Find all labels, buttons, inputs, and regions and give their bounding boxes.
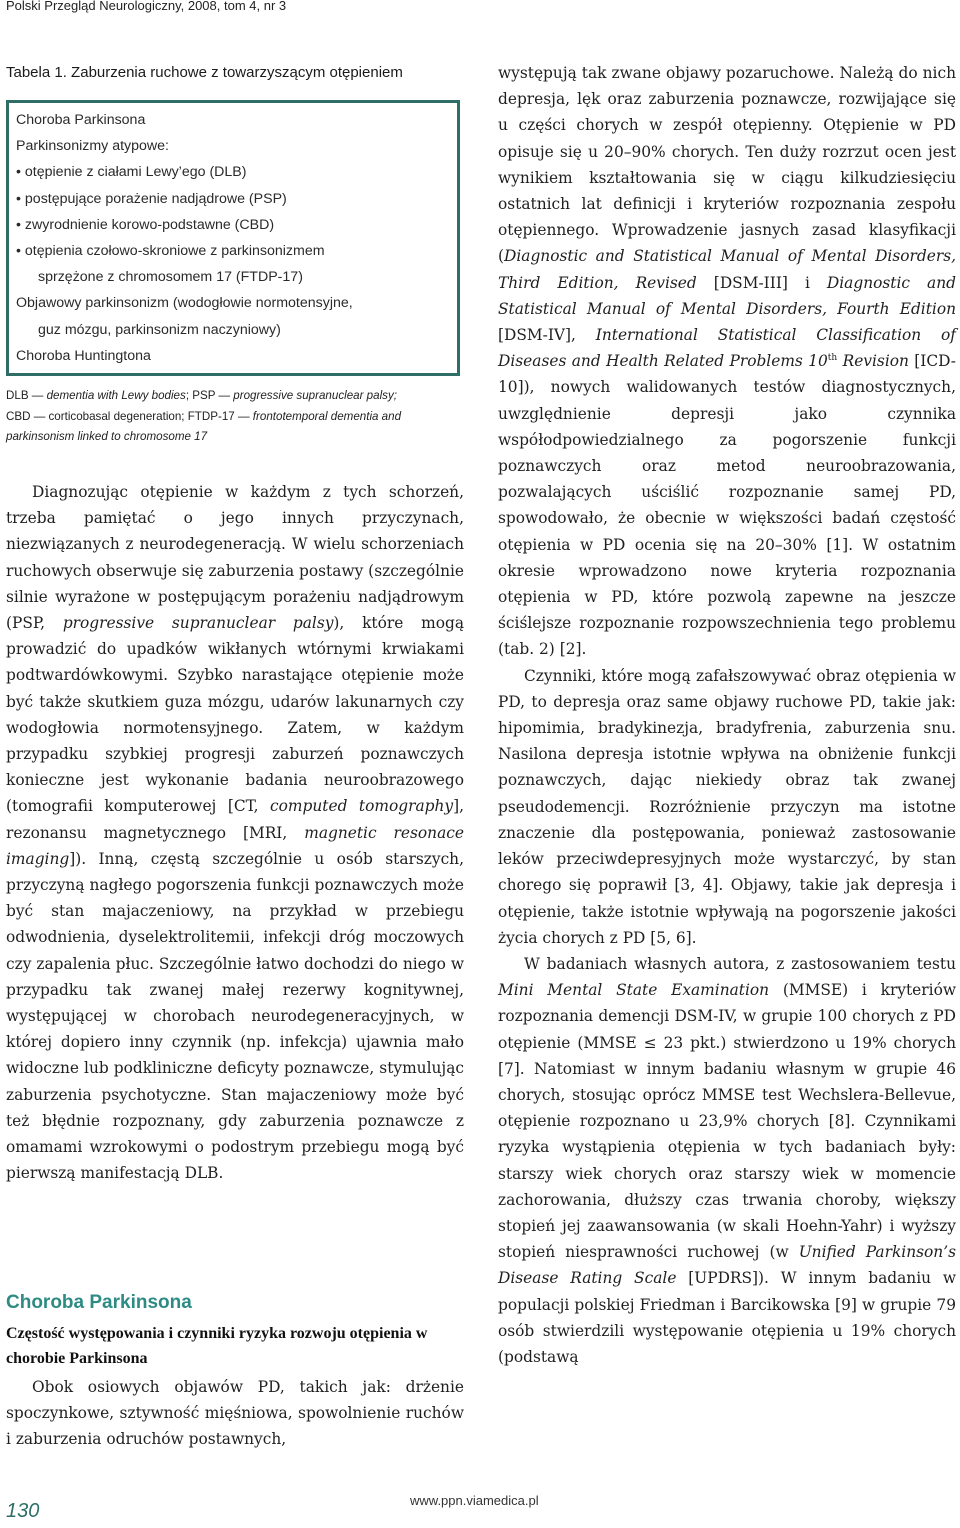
text-run: [DSM-III] i <box>696 273 827 292</box>
text-run: [DSM-IV], <box>498 326 596 345</box>
journal-header: Polski Przegląd Neurologiczny, 2008, tom 4, nr 3 <box>6 0 287 13</box>
text-run: [UPDRS]). W innym badaniu w populacji polskiej Friedman i Barcikowska [9] w grupie 79 osób stwierdzili występowanie otępienia u 19% chorych (podstawą <box>498 1269 957 1366</box>
table-row: Parkinsonizmy atypowe: <box>16 138 169 155</box>
footnote-text: CBD — corticobasal degeneration; FTDP-17 — <box>6 409 253 423</box>
italic-term: Revision <box>842 352 909 371</box>
footnote-italic: frontotemporal dementia and <box>252 409 402 423</box>
table-caption <box>6 64 466 81</box>
italic-term: magnetic resonace imaging <box>6 823 464 868</box>
table-caption-text: Zaburzenia ruchowe z towarzyszącym otępieniem <box>66 64 403 81</box>
footnote-italic: parkinsonism linked to chromosome 17 <box>6 430 208 443</box>
italic-term: Unified Parkinson’s Disease Rating Scale <box>498 1243 956 1288</box>
table-row: Choroba Huntingtona <box>16 347 151 364</box>
table-row: • postępujące porażenie nadjądrowe (PSP) <box>16 190 287 207</box>
text-run: W badaniach własnych autora, z zastosowaniem testu <box>524 954 956 973</box>
table-row: Choroba Parkinsona <box>16 112 146 128</box>
italic-term: Mini Mental State Examination <box>498 981 770 1000</box>
text-run: Diagnozując otępienie w każdym z tych schorzeń, trzeba pamiętać o jego innych przyczynach, niezwiązanych z neurodegeneracją. W wielu schorzeniach ruchowych obserwuje się zaburzenia postawy (szczególnie silnie wyrażone w postępującym porażeniu nadjądrowym (PSP, <box>6 483 465 633</box>
paragraph <box>498 951 956 1370</box>
table-row: • otępienie z ciałami Lewy’ego (DLB) <box>16 164 247 181</box>
table-row: sprzężone z chromosomem 17 (FTDP-17) <box>38 269 303 286</box>
section-heading: Choroba Parkinsona <box>6 1292 192 1313</box>
italic-term: International Statistical Classification of Diseases and Health Related Problems 10 <box>498 326 956 371</box>
table-row: Objawowy parkinsonizm (wodogłowie normotensyjne, <box>16 295 353 312</box>
paragraph: Obok osiowych objawów PD, takich jak: drżenie spoczynkowe, sztywność mięśniowa, spowolnienie ruchów i zaburzenia odruchów postawnych, <box>6 1378 464 1449</box>
table-row: • otępienia czołowo-skroniowe z parkinsonizmem <box>16 243 325 260</box>
superscript: th <box>827 353 838 364</box>
page-number: 130 <box>6 1500 40 1522</box>
text-run: ), które mogą prowadzić do upadków wikłanych wtórnymi krwiakami podtwardówkowymi. Szybko narastające otępienie może być także skutkiem guza mózgu, udarów lakunarnych czy wodogłowia normotensyjnego. Zatem, w każdym przypadku szybkiej progresji zaburzeń poznawczych konieczne jest wykonanie badania neuroobrazowego (tomografii komputerowej [CT, <box>6 614 464 816</box>
italic-term: computed tomography <box>270 797 454 816</box>
text-run: [ICD-10]), nowych walidowanych testów diagnostycznych, uwzględnienie depresji jako czynnika współodpowiedzialnego za pogorszenie funkcji poznawczych oraz metod neuroobrazowania, pozwalających uściślić rozpoznanie samej PD, spowodowało, że obecnie w większości badań częstość otępienia w PD ocenia się na 20–30% [1]. W ostatnim okresie wprowadzono nowe kryteria rozpoznania otępienia w PD, które pozwolą zapewne na jeszcze ściślejsze rozpoznanie rozpowszechnienia tego problemu (tab. 2) [2]. <box>498 352 956 659</box>
italic-term: progressive supranuclear palsy <box>62 614 334 633</box>
footnote-italic: progressive supranuclear palsy; <box>233 389 397 402</box>
footnote-text: ; PSP — <box>185 389 234 402</box>
paragraph <box>498 60 956 663</box>
left-column-body-2 <box>6 1374 464 1453</box>
text-run: występują tak zwane objawy pozaruchowe. Należą do nich depresja, lęk oraz zaburzenia poznawcze, rozwijające się u części chorych w zespół otępienny. Otępienie w PD opisuje się u 20–90% chorych. Ten duży rozrzut ocen jest wynikiem kształtowania się w ciągu kilkudziesięciu ostatnich lat definicji i kryteriów rozpoznania zespołu otępiennego. Wprowadzenie jasnych zasad klasyfikacji ( <box>498 64 956 266</box>
italic-term: Diagnostic and Statistical Manual of Mental Disorders, Fourth Edition <box>498 273 956 318</box>
footnote-italic: dementia with Lewy bodies <box>46 389 186 402</box>
right-column-body <box>498 60 956 1370</box>
text-run: (MMSE) i kryteriów rozpoznania demencji DSM-IV, w grupie 100 chorych z PD otępienie (MMSE ≤ 23 pkt.) stwierdzono u 19% chorych [7]. Natomiast w innym badaniu własnym w grupie 46 chorych, stosując oprócz MMSE test Wechslera-Bellevue, otępienie rozpoznano u 23,9% chorych [8]. Czynnikami ryzyka wystąpienia otępienia w tych badaniach były: starszy wiek chorych oraz starszy wiek w momencie zachorowania, dłuższy czas trwania choroby, większy stopień jej zaawansowania (w skali Hoehn-Yahr) i wyższy stopień niesprawności ruchowej (w <box>498 981 957 1262</box>
paragraph <box>6 479 464 1186</box>
text-run: ]). Inną, częstą szczególnie u osób starszych, przyczyną nagłego pogorszenia funkcji poznawczych może być stan majaczeniowy, na przykład w przebiegu odwodnienia, dyselektrolitemii, infekcji dróg moczowych czy zapalenia płuc. Szczególnie łatwo dochodzi do niego w przypadku tak zwanej małej rezerwy kognitywnej, występującej w chorobach neurodegeneracyjnych, w której dopiero inny czynnik (np. infekcja) ujawnia mało widoczne lub podkliniczne deficyty poznawcze, stymulując zaburzenia psychotyczne. Stan majaczeniowy może być też błędnie rozpoznany, gdy zaburzenia poznawcze z omamami wzrokowymi o podostrym przebiegu mogą być pierwszą manifestacją DLB. <box>6 849 464 1183</box>
left-column-body <box>6 479 464 1186</box>
table-caption-label: Tabela 1. <box>6 64 67 81</box>
table-row: • zwyrodnienie korowo-podstawne (CBD) <box>16 216 275 233</box>
subsection-heading: Częstość występowania i czynniki ryzyka rozwoju otępienia w chorobie Parkinsona <box>6 1325 428 1367</box>
table-footnote <box>6 386 464 448</box>
table-body <box>16 107 456 369</box>
table-row: guz mózgu, parkinsonizm naczyniowy) <box>38 321 281 338</box>
footer-url[interactable]: www.ppn.viamedica.pl <box>410 1493 539 1508</box>
paragraph: Czynniki, które mogą zafałszowywać obraz otępienia w PD, to depresja oraz same objawy ruchowe PD, takie jak: hipomimia, bradykinezja, bradyfrenia, zaburzenia snu. Nasilona depresja istotnie wpływa na obniżenie funkcji poznawczych, dając niekiedy obraz tak zwanej pseudodemencji. Rozróżnienie przyczyn ma istotne znaczenie dla postępowania, ponieważ zastosowanie leków przeciwdepresyjnych może wystarczyć, by stan chorego się poprawił [3, 4]. Objawy, takie jak depresja i otępienie, także istotnie wpływają na pogorszenie jakości życia chorych z PD [5, 6]. <box>498 666 956 947</box>
italic-term: Diagnostic and Statistical Manual of Mental Disorders, Third Edition, Revised <box>498 247 956 292</box>
footnote-text: DLB — <box>6 389 47 402</box>
text-run: ], rezonansu magnetycznego [MRI, <box>6 797 464 842</box>
